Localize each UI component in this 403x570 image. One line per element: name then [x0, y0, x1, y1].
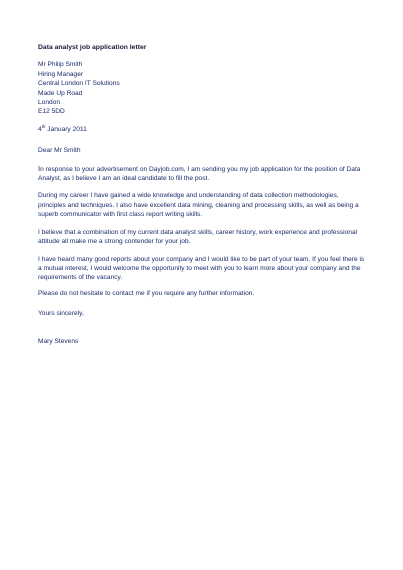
date-day: 4 [38, 125, 42, 133]
recipient-position: Hiring Manager [38, 70, 84, 78]
paragraph-company-interest: I have heard many good reports about your company and I would like to be part of your team. If you feel there is a mutual interest, I would welcome the opportunity to meet with you to learn more about your company and the requirements of the vacancy. [38, 255, 365, 282]
closing: Yours sincerely, [38, 310, 84, 318]
recipient-street: Made Up Road [38, 89, 83, 97]
paragraph-skills: I believe that a combination of my current data analyst skills, career history, work experience and professional attitude all make me a strong contender for your job. [38, 228, 358, 246]
recipient-city: London [38, 99, 61, 107]
paragraph-experience: During my career I have gained a wide knowledge and understanding of data collection methodologies, principles and techniques. I also have excellent data mining, cleaning and processing skills, as well as being a superb communicator with first class report writing skills. [38, 192, 359, 219]
signature-name: Mary Stevens [38, 337, 79, 345]
paragraph-intro-text: n response to your advertisement on Dayjob.com, I am sending you my job application for the position of Data Analyst, as I believe I am an ideal candidate to fill the post. [38, 165, 361, 183]
letter-date [38, 125, 368, 134]
paragraph-intro [38, 164, 368, 184]
paragraph-intro-initial: I [38, 163, 41, 173]
recipient-name: Mr Philip Smith [38, 61, 83, 69]
date-suffix: th [41, 123, 46, 129]
paragraph-contact: Please do not hesitate to contact me if you require any further information. [38, 289, 255, 297]
recipient-address [38, 60, 368, 116]
recipient-postcode: E12 5DD [38, 108, 65, 116]
recipient-company: Central London IT Solutions [38, 80, 120, 88]
salutation: Dear Mr Smith [38, 147, 81, 155]
letter-body [38, 43, 368, 346]
letter-title: Data analyst job application letter [38, 44, 147, 51]
date-month-year: January 2011 [45, 125, 87, 133]
